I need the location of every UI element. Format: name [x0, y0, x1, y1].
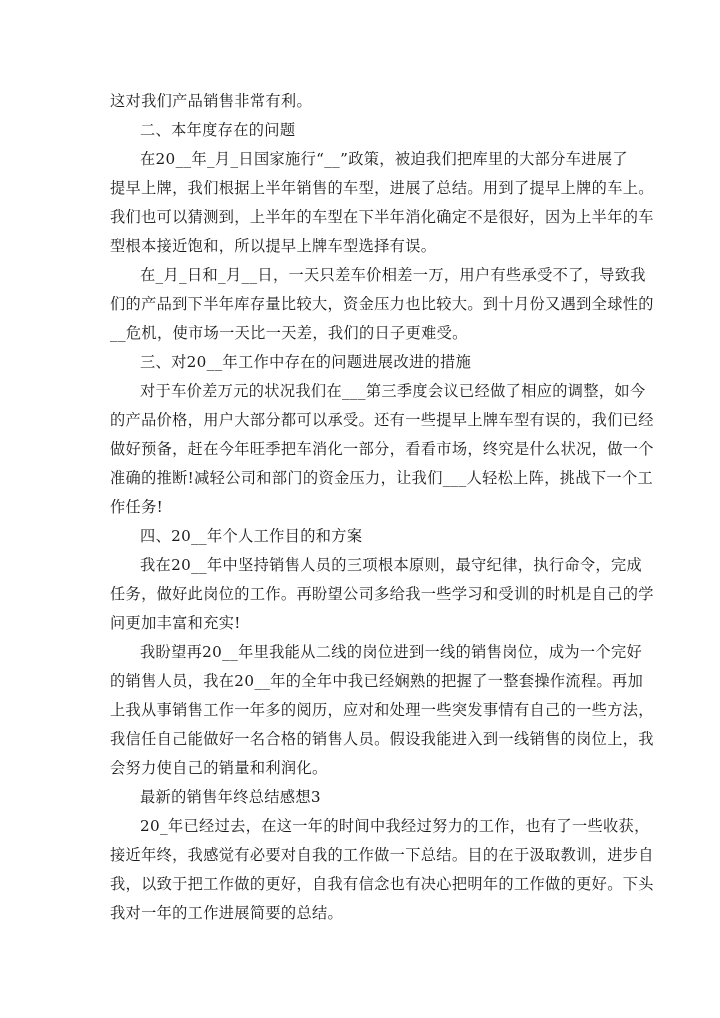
text-line: 我，以致于把工作做的更好，自我有信念也有决心把明年的工作做的更好。下头 [110, 875, 654, 893]
text-line: 的销售人员，我在20__年的全年中我已经娴熟的把握了一整套操作流程。再加 [110, 672, 644, 690]
text-line: 任务，做好此岗位的工作。再盼望公司多给我一些学习和受训的时机是自己的学 [110, 585, 654, 603]
text-line: 在20__年_月_日国家施行“__”政策，被迫我们把库里的大部分车进展了 [140, 150, 628, 168]
text-line: 问更加丰富和充实! [110, 614, 241, 632]
text-line: 接近年终，我感觉有必要对自我的工作做一下总结。目的在于汲取教训，进步自 [110, 846, 654, 864]
text-line: 对于车价差万元的状况我们在___第三季度会议已经做了相应的调整，如今 [140, 382, 646, 400]
text-line: 准确的推断!减轻公司和部门的资金压力，让我们___人轻松上阵，挑战下一个工 [110, 469, 654, 487]
text-line: 我在20__年中坚持销售人员的三项根本原则，最守纪律，执行命令，完成 [140, 556, 643, 574]
text-line: 我盼望再20__年里我能从二线的岗位进到一线的销售岗位，成为一个完好 [140, 643, 643, 661]
text-line: 在_月_日和_月__日，一天只差车价相差一万，用户有些承受不了，导致我 [140, 266, 646, 284]
text-line: 提早上牌，我们根据上半年销售的车型，进展了总结。用到了提早上牌的车上。 [110, 179, 654, 197]
text-line: 我信任自己能做好一名合格的销售人员。假设我能进入到一线销售的岗位上，我 [110, 730, 654, 748]
section-heading: 二、本年度存在的问题 [140, 121, 296, 139]
section-heading: 四、20__年个人工作目的和方案 [140, 527, 363, 545]
text-line: 型根本接近饱和，所以提早上牌车型选择有误。 [110, 237, 437, 255]
text-line: 我对一年的工作进展简要的总结。 [110, 904, 344, 922]
text-line: 上我从事销售工作一年多的阅历，应对和处理一些突发事情有自己的一些方法， [110, 701, 654, 719]
text-line: 的产品价格，用户大部分都可以承受。还有一些提早上牌车型有误的，我们已经 [110, 411, 654, 429]
text-line: 我们也可以猜测到，上半年的车型在下半年消化确定不是很好，因为上半年的车 [110, 208, 654, 226]
text-line: 会努力使自己的销量和利润化。 [110, 759, 328, 777]
section-heading: 三、对20__年工作中存在的问题进展改进的措施 [140, 353, 472, 371]
section-heading: 最新的销售年终总结感想3 [140, 788, 321, 806]
text-line: 做好预备，赶在今年旺季把车消化一部分，看看市场，终究是什么状况，做一个 [110, 440, 654, 458]
text-line: 20_年已经过去，在这一年的时间中我经过努力的工作，也有了一些收获， [140, 817, 650, 835]
text-line: 这对我们产品销售非常有利。 [110, 92, 312, 110]
text-line: __危机，使市场一天比一天差，我们的日子更难受。 [110, 324, 468, 342]
text-line: 作任务! [110, 498, 164, 516]
text-line: 们的产品到下半年库存量比较大，资金压力也比较大。到十月份又遇到全球性的 [110, 295, 654, 313]
